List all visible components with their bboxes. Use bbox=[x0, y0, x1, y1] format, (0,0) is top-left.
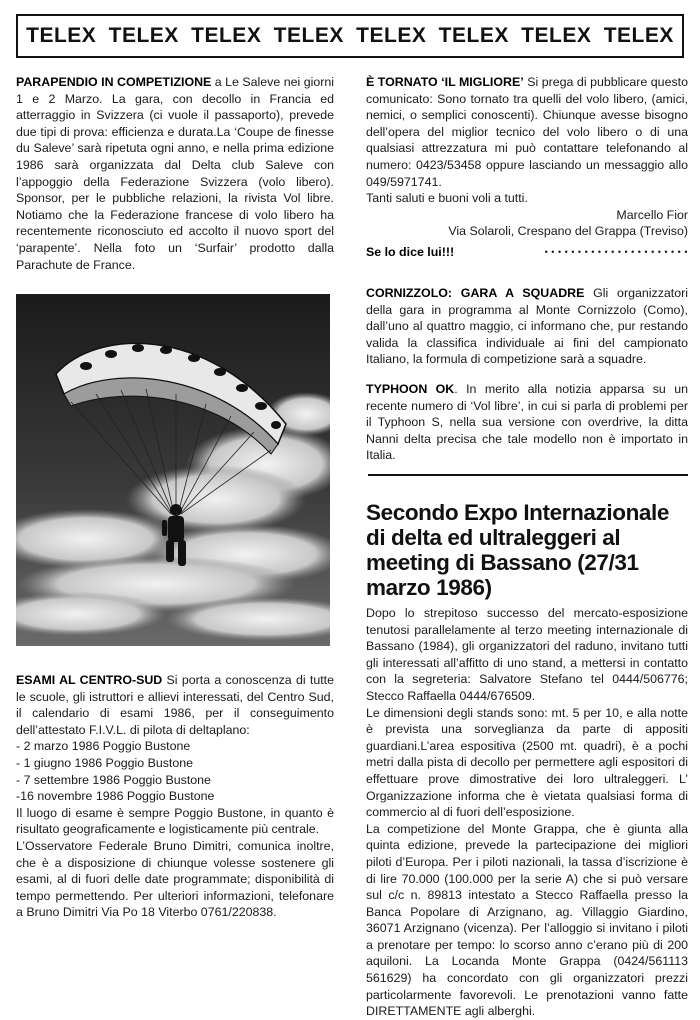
exam-date: - 1 giugno 1986 Poggio Bustone bbox=[16, 755, 194, 770]
parapendio-heading: PARAPENDIO IN COMPETIZIONE bbox=[16, 75, 212, 89]
section-divider bbox=[368, 474, 688, 476]
typhoon-heading: TYPHOON OK bbox=[366, 382, 455, 396]
exam-dates-list bbox=[16, 738, 334, 804]
tornato-signature: Marcello Fior bbox=[616, 207, 688, 222]
esami-paragraph-2: Il luogo di esame è sempre Poggio Bustone, in quanto è risultato geograficamente e logisticamente più centrale. bbox=[16, 805, 334, 837]
article-tornato bbox=[366, 74, 688, 261]
tornato-tagline bbox=[366, 244, 688, 261]
cornizzolo-heading: CORNIZZOLO: GARA A SQUADRE bbox=[366, 286, 585, 300]
esami-heading: ESAMI AL CENTRO-SUD bbox=[16, 673, 163, 687]
exam-date: - 2 marzo 1986 Poggio Bustone bbox=[16, 739, 191, 754]
tornato-tag: Se lo dice lui!!! bbox=[366, 244, 455, 259]
tornato-heading: È TORNATO ‘IL MIGLIORE’ bbox=[366, 75, 524, 89]
article-cornizzolo bbox=[366, 285, 688, 368]
exam-date: - 7 settembre 1986 Poggio Bustone bbox=[16, 772, 211, 787]
esami-intro: Si porta a conoscenza di tutte le scuole, gli istruttori e allievi interessati, del Centro Sud, il calendario di esami 1986, per il conseguimento dell’attestato F.I.V.L. di pilota di deltaplano: bbox=[16, 673, 335, 737]
expo-headline: Secondo Expo Internazionale di delta ed ultraleggeri al meeting di Bassano (27/31 marzo 1986) bbox=[366, 500, 670, 600]
tornato-body: Si prega di pubblicare questo comunicato: Sono tornato tra quelli del volo libero, (amici, nemici, o semplici conoscenti). Chiunque avesse bisogno dell’opera del miglior tecnico del volo libero o di una qualsiasi attrezzatura mi può contattare telefonando al numero: 0423/53458 oppure lasciando un messaggio allo 049/5971741. bbox=[366, 75, 688, 189]
typhoon-body: . In merito alla notizia apparsa su un recente numero di ‘Vol libre’, in cui si parla di problemi per il Typhoon S, nella sua versione con overdrive, la ditta Nanni delta precisa che tale modello non è importato in Italia. bbox=[366, 382, 688, 463]
article-typhoon bbox=[366, 381, 688, 464]
expo-paragraph-3: La competizione del Monte Grappa, che è giunta alla quinta edizione, prevede la partecipazione dei migliori piloti d’Europa. Per i piloti nazionali, la tassa d’iscrizione è di lire 70.000 (100.000 per la serie A) che si può versare sul c/c n. 89813 intestato a Stecco Raffaella presso la Banca Popolare di Arzignano, ag. Villaggio Giardino, 36071 Arzignano (vicenza). Per l’alloggio si invitano i piloti a prenotare per tempo: lo scorso anno c’erano più di 200 aquiloni. La Locanda Monte Grappa (0424/561113 561629) ha concordato con gli organizzatori prezzi particolarmente favorevoli. Le prenotazioni vanno fatte DIRETTAMENTE agli alberghi. bbox=[366, 821, 688, 1019]
expo-paragraph-2: Le dimensioni degli stands sono: mt. 5 per 10, e alla notte è prevista una sorveglianza da parte di appositi guardiani.L’area espositiva (2500 mt. quadri), è a pochi metri dalla pista di decollo per permettere agli espositori di effettuare prove dimostrative dei loro ultraleggeri. L’ Organizzazione informa che è vietata qualsiasi forma di commercio al di fuori dell’esposizione. bbox=[366, 705, 688, 820]
article-esami bbox=[16, 672, 334, 921]
exam-date: -16 novembre 1986 Poggio Bustone bbox=[16, 789, 215, 804]
paraglider-photo-art bbox=[16, 294, 330, 646]
banner-text: TELEX TELEX TELEX TELEX TELEX TELEX TELEX TELEX bbox=[26, 24, 674, 47]
telex-banner bbox=[16, 14, 684, 58]
paraglider-photo bbox=[16, 294, 330, 646]
esami-paragraph-3: L’Osservatore Federale Bruno Dimitri, comunica inoltre, che è a disposizione di chiunque volesse sostenere gli esami, al di fuori delle date programmate; disponibilità di tempo permettendo. Per ulteriori informazioni, telefonare a Bruno Dimitri Via Po 18 Viterbo 0761/220838. bbox=[16, 838, 334, 920]
article-expo bbox=[366, 605, 688, 1020]
parapendio-body: a Le Saleve nei giorni 1 e 2 Marzo. La gara, con decollo in Francia ed atterraggio in Svizzera (ci vuole il passaporto), prevede due tipi di prova: efficienza e durata.La ‘Coupe de finesse du Saleve’ sarà ripetuta ogni anno, e nella prima edizione 1986 sarà organizzata dal Delta club Saleve con l’appoggio della Federazione Svizzera (volo libero). Sponsor, per le pubbliche relazioni, la rivista Vol libre. Notiamo che la Federazione francese di volo libero ha recentemente riconosciuto ed accolto il nuovo sport del ‘parapente’. Nella foto un ‘Surfair’ prodotto dalla Parachute de France. bbox=[16, 75, 335, 272]
dotted-separator: • • • • • • • • • • • • • • • • • • • • • • bbox=[544, 246, 688, 257]
article-parapendio bbox=[16, 74, 334, 273]
tornato-address: Via Solaroli, Crespano del Grappa (Treviso) bbox=[448, 224, 688, 239]
expo-paragraph-1: Dopo lo strepitoso successo del mercato-esposizione tenutosi parallelamente al terzo meeting internazionale di Bassano (1984), gli organizzatori del raduno, invitano tutti gli interessati all’affitto di uno stand, a mettersi in contatto con la segreteria: Salvatore Stefano tel 0444/506776; Stecco Raffaella 0444/676509. bbox=[366, 606, 688, 703]
cornizzolo-body: Gli organizzatori della gara in programma al Monte Cornizzolo (Como), dall’uno al quattro maggio, ci informano che, pur restando valida la classifica individuale ai fini del campionato Italiano, la formula di competizione sarà a squadre. bbox=[366, 286, 688, 367]
tornato-closing: Tanti saluti e buoni voli a tutti. bbox=[366, 191, 528, 206]
